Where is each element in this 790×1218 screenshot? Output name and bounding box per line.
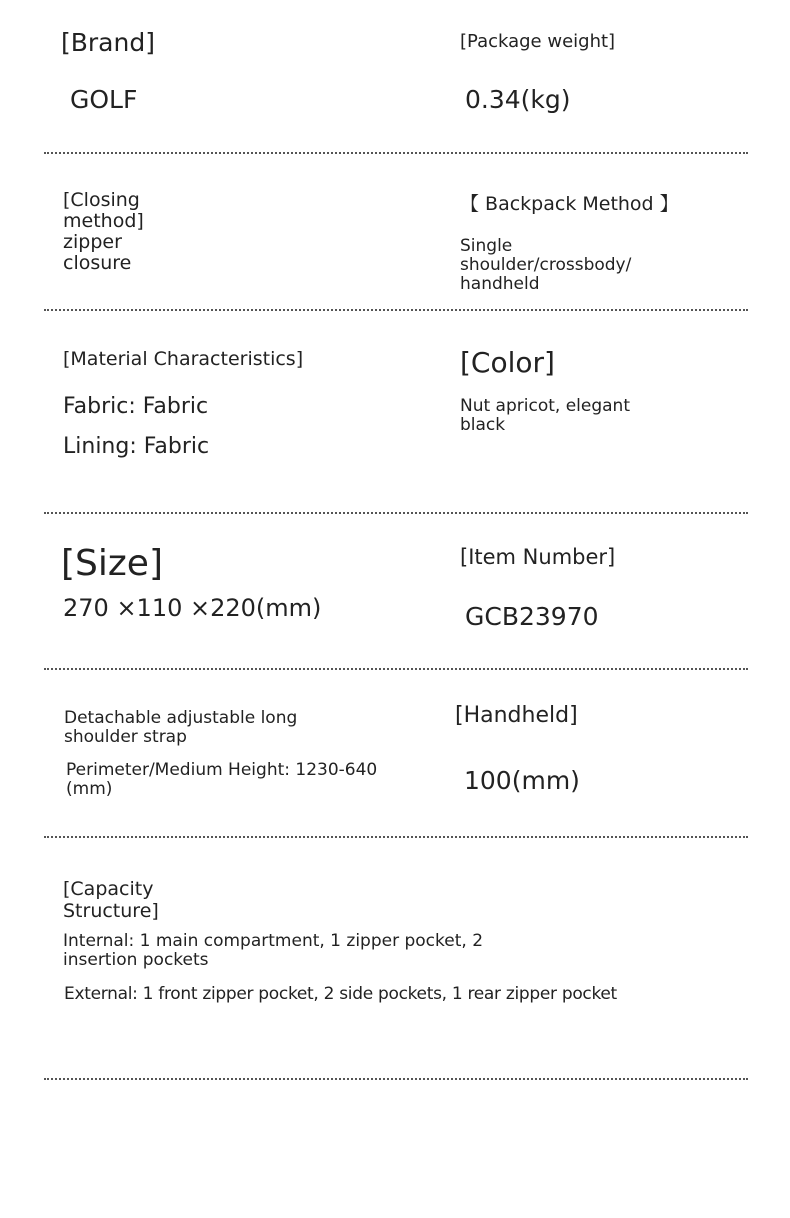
material-label: [Material Characteristics] (63, 348, 304, 370)
section-divider (44, 309, 748, 311)
strap-perimeter-line1: Perimeter/Medium Height: 1230-640 (66, 760, 378, 780)
backpack-method-value-line3: handheld (460, 274, 540, 294)
backpack-method-label: 【 Backpack Method 】 (460, 193, 679, 215)
item-number-value: GCB23970 (465, 602, 599, 631)
capacity-internal (63, 932, 483, 970)
section-divider (44, 668, 748, 670)
capacity-internal-line1: Internal: 1 main compartment, 1 zipper pocket, 2 (63, 931, 484, 951)
size-label: [Size] (61, 543, 163, 584)
strap-perimeter-line2: (mm) (66, 779, 113, 799)
section-divider (44, 836, 748, 838)
closing-method-value-line1: zipper (63, 231, 122, 253)
capacity-label-line1: [Capacity (63, 878, 154, 900)
backpack-method-value (460, 237, 631, 294)
size-value: 270 ×110 ×220(mm) (63, 594, 322, 622)
color-value (460, 397, 630, 435)
material-fabric: Fabric: Fabric (63, 394, 209, 419)
handheld-label: [Handheld] (455, 703, 578, 728)
color-label: [Color] (460, 346, 555, 379)
brand-value: GOLF (70, 85, 138, 114)
section-divider (44, 152, 748, 154)
color-value-line1: Nut apricot, elegant (460, 396, 630, 416)
closing-method-label-line2: method] (63, 210, 144, 232)
handheld-value: 100(mm) (464, 766, 580, 795)
brand-label: [Brand] (61, 28, 155, 57)
backpack-method-value-line2: shoulder/crossbody/ (460, 255, 632, 275)
package-weight-label: [Package weight] (460, 31, 616, 52)
strap-perimeter (66, 761, 377, 799)
capacity-external: External: 1 front zipper pocket, 2 side pockets, 1 rear zipper pocket (64, 984, 617, 1004)
capacity-internal-line2: insertion pockets (63, 950, 209, 970)
strap-title-line2: shoulder strap (64, 727, 187, 747)
closing-method-label-line1: [Closing (63, 189, 140, 211)
capacity-label (63, 878, 159, 922)
closing-method-block (63, 190, 144, 274)
section-divider (44, 512, 748, 514)
package-weight-value: 0.34(kg) (465, 85, 571, 114)
backpack-method-value-line1: Single (460, 236, 513, 256)
material-lining: Lining: Fabric (63, 434, 210, 459)
capacity-label-line2: Structure] (63, 900, 159, 922)
closing-method-value-line2: closure (63, 252, 132, 274)
strap-title-line1: Detachable adjustable long (64, 708, 298, 728)
strap-title (64, 709, 297, 747)
section-divider (44, 1078, 748, 1080)
color-value-line2: black (460, 415, 506, 435)
item-number-label: [Item Number] (460, 545, 616, 569)
